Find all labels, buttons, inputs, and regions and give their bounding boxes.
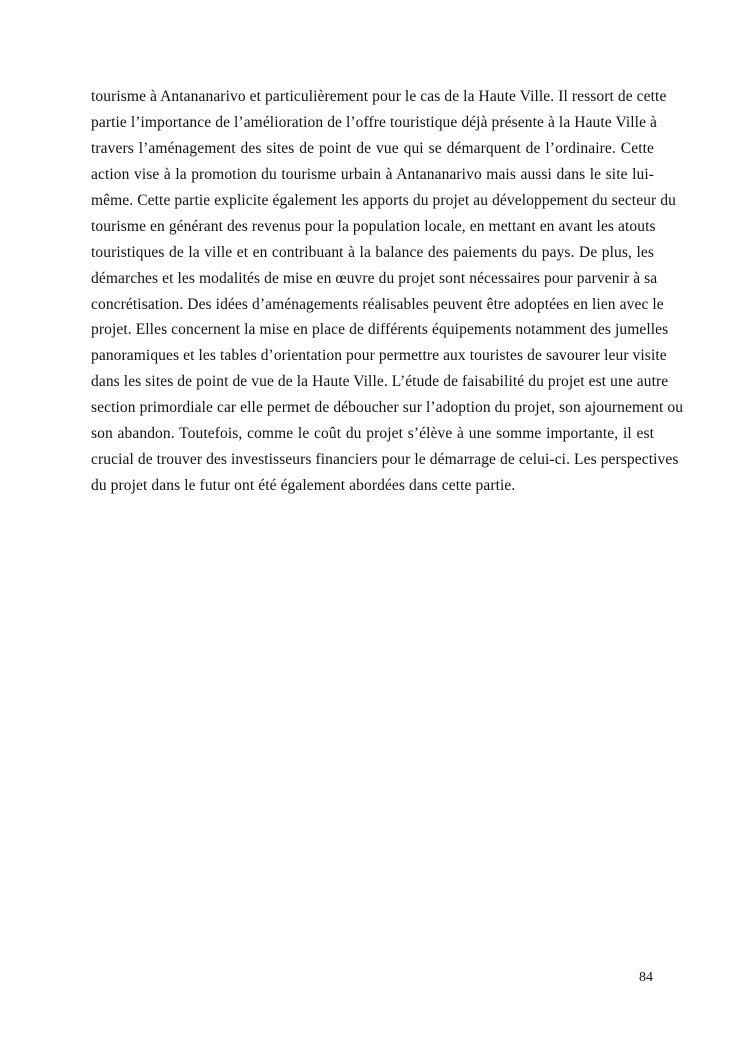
paragraph-line: crucial de trouver des investisseurs financiers pour le démarrage de celui-ci. Les perspectives xyxy=(91,451,679,469)
paragraph-line: action vise à la promotion du tourisme urbain à Antananarivo mais aussi dans le site lui- xyxy=(91,165,654,183)
paragraph-line: partie l’importance de l’amélioration de l’offre touristique déjà présente à la Haute Ville à xyxy=(91,113,657,131)
paragraph-line: panoramiques et les tables d’orientation pour permettre aux touristes de savourer leur visite xyxy=(91,347,667,365)
paragraph-line: concrétisation. Des idées d’aménagements réalisables peuvent être adoptées en lien avec le xyxy=(91,295,664,313)
page-number: 84 xyxy=(639,970,653,985)
paragraph-line: son abandon. Toutefois, comme le coût du projet s’élève à une somme importante, il est xyxy=(91,425,654,443)
paragraph-line: tourisme à Antananarivo et particulièrement pour le cas de la Haute Ville. Il ressort de cette xyxy=(91,88,667,105)
paragraph-line: même. Cette partie explicite également les apports du projet au développement du secteur du xyxy=(91,191,676,209)
paragraph-line: touristiques de la ville et en contribuant à la balance des paiements du pays. De plus, les xyxy=(91,243,654,261)
body-paragraph xyxy=(91,84,684,499)
paragraph-line: tourisme en générant des revenus pour la population locale, en mettant en avant les atouts xyxy=(91,217,656,235)
paragraph-line: démarches et les modalités de mise en œuvre du projet sont nécessaires pour parvenir à sa xyxy=(91,269,658,287)
paragraph-line: du projet dans le futur ont été également abordées dans cette partie. xyxy=(91,477,516,495)
paragraph-line: dans les sites de point de vue de la Haute Ville. L’étude de faisabilité du projet est une autre xyxy=(91,373,669,391)
paragraph-line: projet. Elles concernent la mise en place de différents équipements notamment des jumelles xyxy=(91,321,669,339)
paragraph-line: section primordiale car elle permet de déboucher sur l’adoption du projet, son ajournement ou xyxy=(91,399,684,417)
paragraph-line: travers l’aménagement des sites de point de vue qui se démarquent de l’ordinaire. Cette xyxy=(91,139,654,157)
